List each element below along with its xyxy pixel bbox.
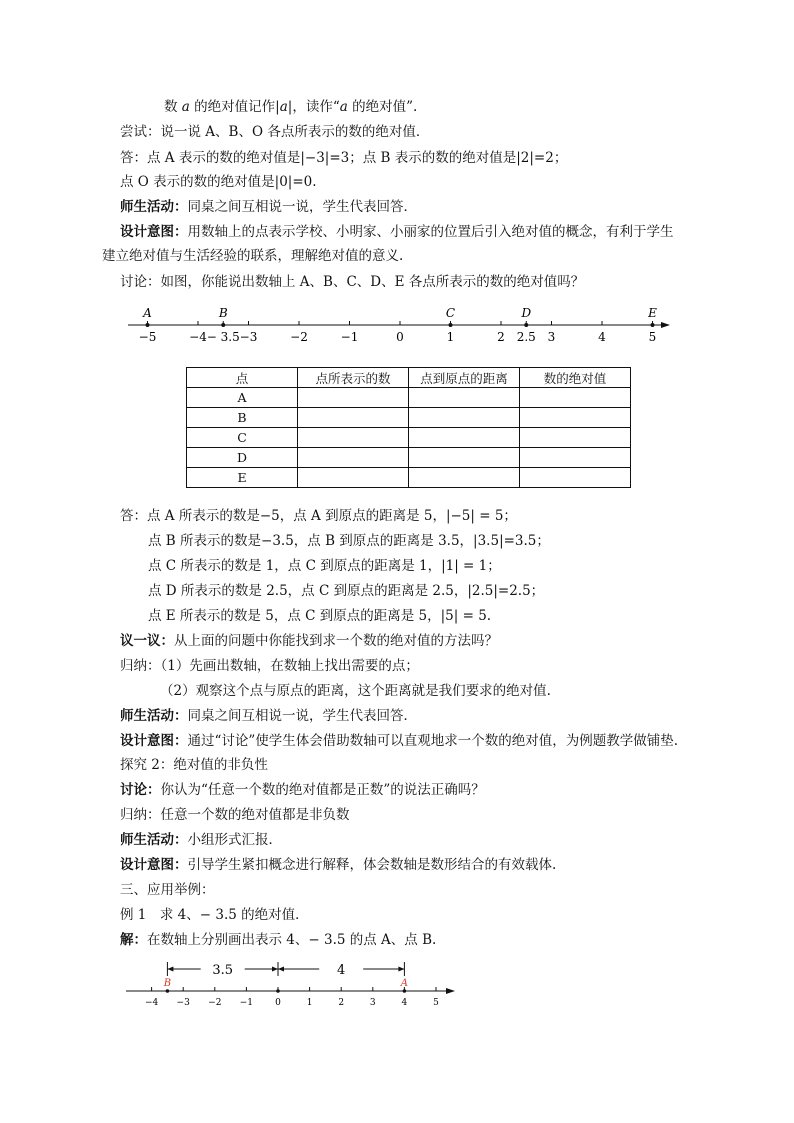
discuss-line-2: 议一议：从上面的问题中你能找到求一个数的绝对值的方法吗？ (120, 633, 498, 649)
tick-label: 2 (497, 330, 505, 344)
point-marker (449, 323, 453, 327)
solution-line: 解：在数轴上分别画出表示 4、− 3.5 的点 A、点 B. (120, 932, 437, 948)
answer2-line: 点 C 所表示的数是 1，点 C 到原点的距离是 1，|1| = 1； (148, 558, 501, 574)
point-marker (166, 989, 170, 993)
axis-arrow (446, 988, 455, 994)
tick-label: 1 (306, 998, 313, 1008)
table-cell: A (187, 388, 298, 408)
number-line-1 (0, 0, 794, 360)
point-label: D (521, 306, 532, 320)
point-marker (276, 989, 280, 993)
design-line-2: 设计意图：通过“讨论”使学生体会借助数轴可以直观地求一个数的绝对值，为例题教学做铺垫. (120, 733, 679, 749)
tick-label: − 3.5 (206, 330, 240, 344)
tick-label: 5 (433, 998, 439, 1008)
point-label: C (445, 306, 456, 320)
summary-line-1b: （2）观察这个点与原点的距离，这个距离就是我们要求的绝对值. (160, 683, 551, 699)
tick-label: 5 (648, 330, 657, 344)
answer2-line: 点 E 所表示的数是 5，点 C 到原点的距离是 5，|5| = 5. (148, 608, 492, 624)
table-row (187, 448, 631, 468)
tick-label: 4 (401, 998, 408, 1008)
point-marker (146, 323, 150, 327)
tick-label: 0 (396, 330, 404, 344)
tick-label: 0 (275, 998, 281, 1008)
point-label: B (163, 978, 172, 989)
table-header-row (187, 368, 631, 388)
tick-label: −4 (189, 330, 207, 344)
tick-label: −2 (290, 330, 308, 344)
answer2-line: 点 D 所表示的数是 2.5，点 C 到原点的距离是 2.5，|2.5|=2.5； (148, 583, 545, 599)
activity-line-1: 师生活动：同桌之间互相说一说，学生代表回答． (120, 199, 417, 215)
table-header: 点 (187, 368, 298, 388)
distance-label: 4 (337, 963, 346, 978)
answer-line-2: 点 O 表示的数的绝对值是|0|=0. (120, 174, 317, 190)
table-header: 点所表示的数 (298, 368, 409, 388)
design-line-1b: 建立绝对值与生活经验的联系，理解绝对值的意义. (102, 248, 404, 264)
tick-label: −3 (239, 330, 258, 344)
table-header: 数的绝对值 (520, 368, 631, 388)
point-label: B (218, 306, 228, 320)
point-marker (651, 323, 655, 327)
distance-arrow (272, 967, 278, 972)
point-label: A (400, 978, 409, 989)
discuss-line-1: 讨论：如图，你能说出数轴上 A、B、C、D、E 各点所表示的数的绝对值吗？ (120, 274, 585, 290)
tick-label: 3 (369, 998, 376, 1008)
explore-heading: 探究 2：绝对值的非负性 (120, 757, 268, 773)
summary-line-1: 归纳：（1）先画出数轴，在数轴上找出需要的点； (120, 658, 419, 674)
summary-line-2: 归纳：任意一个数的绝对值都是非负数 (120, 807, 350, 823)
table-row (187, 408, 631, 428)
tick-label: 4 (598, 330, 606, 344)
point-marker (403, 989, 407, 993)
table-row (187, 428, 631, 448)
tick-label: −1 (340, 330, 359, 344)
distance-arrow (278, 967, 284, 972)
tick-label: 3 (547, 330, 556, 344)
tick-label: −3 (176, 998, 190, 1008)
answer2-line: 点 B 所表示的数是−3.5，点 B 到原点的距离是 3.5，|3.5|=3.5； (148, 533, 550, 549)
table-header: 点到原点的距离 (409, 368, 520, 388)
distance-arrow (167, 967, 173, 972)
definition-line: 数 a 的绝对值记作|a|，读作“a 的绝对值”. (164, 99, 418, 115)
point-marker (524, 323, 528, 327)
table-row (187, 388, 631, 408)
try-line: 尝试：说一说 A、B、O 各点所表示的数的绝对值． (120, 124, 430, 140)
tick-label: 2 (338, 998, 345, 1008)
example-line: 例 1 求 4、− 3.5 的绝对值． (120, 907, 309, 923)
answer-line-1: 答：点 A 表示的数的绝对值是|−3|=3；点 B 表示的数的绝对值是|2|=2； (120, 150, 568, 166)
point-label: E (648, 306, 657, 320)
tick-label: −5 (138, 330, 157, 344)
design-line-1: 设计意图：用数轴上的点表示学校、小明家、小丽家的位置后引入绝对值的概念，有利于学生 (120, 224, 674, 240)
table-cell: E (187, 468, 298, 488)
tick-label: 1 (446, 330, 455, 344)
design-line-3: 设计意图：引导学生紧扣概念进行解释，体会数轴是数形结合的有效载体. (120, 857, 557, 873)
tick-label: −1 (239, 998, 254, 1008)
tick-label: −4 (144, 998, 159, 1008)
point-label: A (143, 306, 152, 320)
tick-label: −2 (208, 998, 222, 1008)
tick-label: 2.5 (516, 330, 536, 344)
table-row (187, 468, 631, 488)
distance-label: 3.5 (212, 963, 234, 978)
section-heading: 三、应用举例： (120, 882, 215, 898)
axis-arrow (661, 322, 670, 328)
activity-line-3: 师生活动：小组形式汇报． (120, 832, 282, 848)
point-marker (221, 323, 225, 327)
activity-line-2: 师生活动：同桌之间互相说一说，学生代表回答． (120, 708, 417, 724)
answer2-line: 答：点 A 所表示的数是−5，点 A 到原点的距离是 5，|−5| = 5； (120, 508, 517, 524)
table-cell: C (187, 428, 298, 448)
distance-arrow (398, 967, 404, 972)
absolute-value-table (186, 367, 631, 488)
table-cell: D (187, 448, 298, 468)
table-cell: B (187, 408, 298, 428)
discuss-line-3: 讨论：你认为“任意一个数的绝对值都是正数”的说法正确吗？ (120, 782, 485, 798)
